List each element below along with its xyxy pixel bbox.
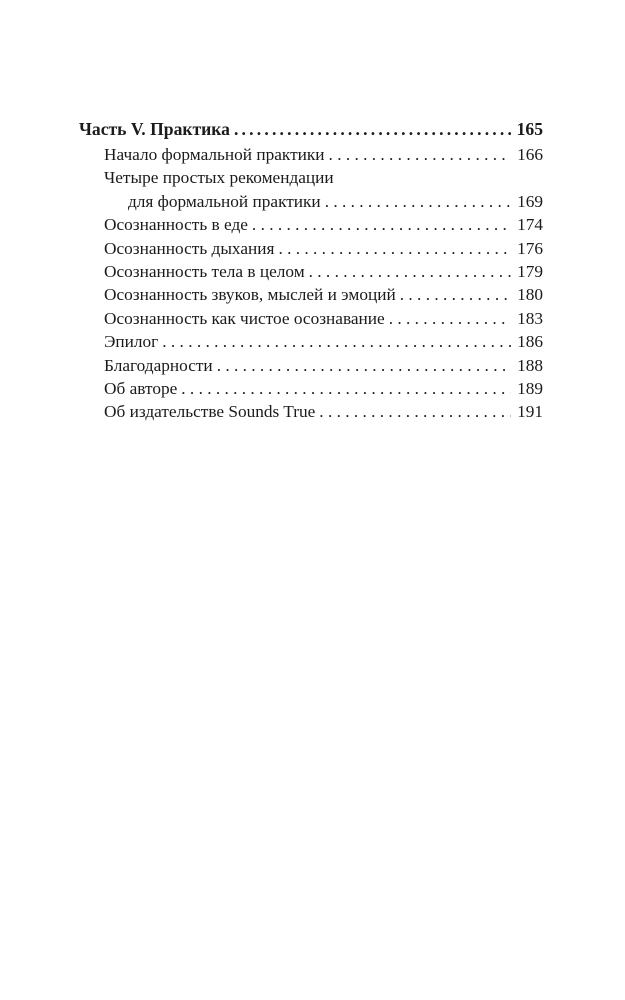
toc-entry-title: Эпилог xyxy=(104,332,159,352)
toc-entry xyxy=(79,283,543,306)
toc-entry-page: 191 xyxy=(517,402,543,422)
toc-entry-continuation xyxy=(79,190,543,213)
toc-entry-page: 166 xyxy=(517,145,543,164)
toc-part-title: Часть V. Практика xyxy=(79,119,230,139)
dot-leader xyxy=(329,143,511,166)
dot-leader xyxy=(325,190,511,213)
toc-entry-title: Четыре простых рекомендации xyxy=(104,168,334,188)
toc-entry xyxy=(79,213,543,236)
dot-leader xyxy=(319,400,511,423)
toc-entry-title: Осознанность звуков, мыслей и эмоций xyxy=(104,285,396,305)
toc-part-page: 165 xyxy=(516,119,543,139)
toc-entry xyxy=(79,377,543,400)
toc-entry-title: Осознанность в еде xyxy=(104,215,248,235)
toc-entry-page: 169 xyxy=(517,191,543,211)
toc-entry xyxy=(79,237,543,260)
table-of-contents xyxy=(79,116,543,424)
dot-leader xyxy=(389,307,511,330)
toc-entry-page: 180 xyxy=(517,285,543,305)
toc-entry-title: Об издательстве Sounds True xyxy=(104,402,316,422)
toc-entry xyxy=(79,400,543,423)
toc-entry-page: 189 xyxy=(517,378,543,398)
toc-entry xyxy=(79,143,543,166)
toc-entry-page: 174 xyxy=(517,215,543,235)
dot-leader xyxy=(217,354,511,377)
toc-entry-title: Осознанность как чистое осознавание xyxy=(104,308,385,328)
dot-leader xyxy=(234,116,511,143)
toc-entry xyxy=(79,330,543,353)
toc-entry xyxy=(79,166,543,189)
toc-entry-page: 176 xyxy=(517,238,543,258)
toc-entry-title: Осознанность тела в целом xyxy=(104,261,305,281)
toc-part-heading xyxy=(79,116,543,143)
dot-leader xyxy=(181,377,511,400)
toc-entry-title: Осознанность дыхания xyxy=(104,238,275,258)
toc-entry-title: Об авторе xyxy=(104,378,178,398)
dot-leader xyxy=(252,213,511,236)
toc-entry xyxy=(79,354,543,377)
toc-entry-page: 183 xyxy=(517,308,543,328)
toc-entry-page: 186 xyxy=(517,332,543,352)
dot-leader xyxy=(278,237,511,260)
toc-entry-title: Благодарности xyxy=(104,355,213,375)
toc-entry-page: 179 xyxy=(517,261,543,281)
toc-entry-title: Начало формальной практики xyxy=(104,145,325,164)
dot-leader xyxy=(309,260,511,283)
toc-entry-page: 188 xyxy=(517,355,543,375)
toc-entry-title-continuation: для формальной практики xyxy=(128,191,321,211)
dot-leader xyxy=(162,330,511,353)
dot-leader xyxy=(400,283,511,306)
toc-entry xyxy=(79,260,543,283)
toc-entry xyxy=(79,307,543,330)
